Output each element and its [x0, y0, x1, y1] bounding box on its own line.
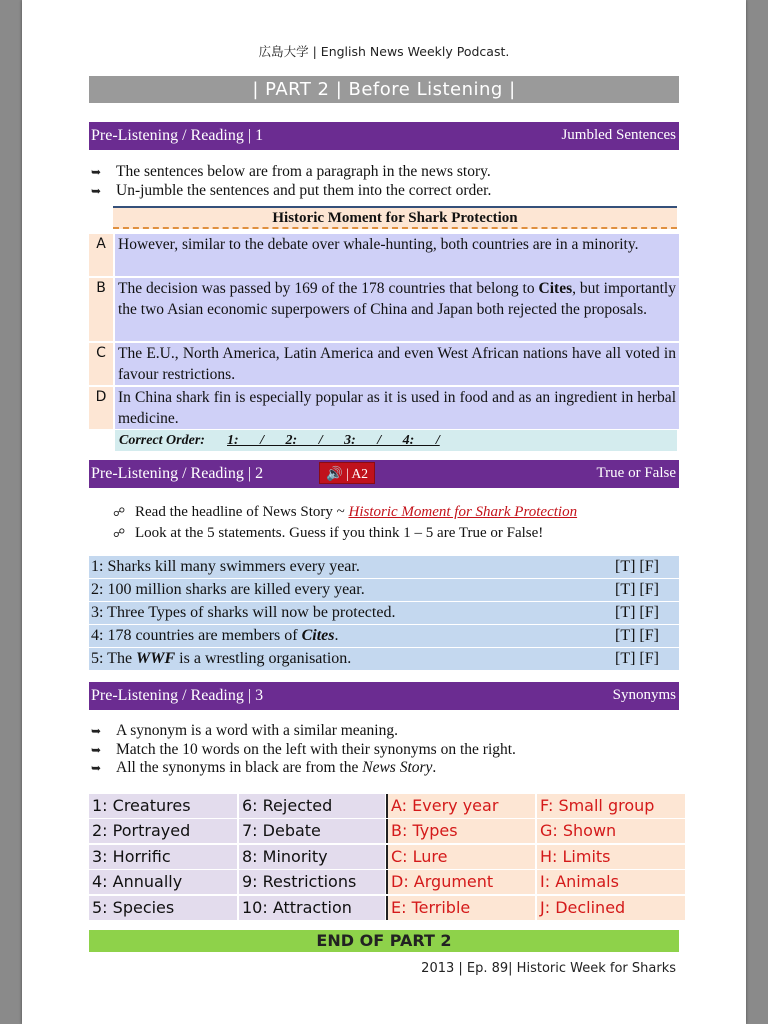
bullet: ➥ All the synonyms in black are from the News Story.: [91, 759, 437, 776]
synonym-row: [89, 896, 685, 920]
bullet: ☍ Look at the 5 statements. Guess if you think 1 – 5 are True or False!: [113, 523, 713, 544]
word-cell: 4: Annually: [89, 870, 237, 894]
word-cell: 2: Portrayed: [89, 819, 237, 843]
sentence-text: In China shark fin is especially popular as it is used in food and as an ingredient in herbal medicine.: [115, 387, 679, 429]
speaker-icon: 🔊: [325, 466, 343, 481]
sentence-text: However, similar to the debate over whale-hunting, both countries are in a minority.: [115, 234, 679, 276]
end-of-part-banner: END OF PART 2: [89, 930, 679, 952]
word-cell: 6: Rejected: [239, 794, 385, 818]
bullet: ➥ A synonym is a word with a similar meaning.: [91, 722, 398, 739]
tf-statement-row: 2: 100 million sharks are killed every year. [T] [F]: [89, 579, 679, 601]
hand-pointer-icon: ➥: [91, 761, 102, 775]
bullet: ☍ Read the headline of News Story ~ Historic Moment for Shark Protection: [113, 502, 713, 523]
section-1-instructions: [89, 163, 689, 200]
synonym-cell: H: Limits: [537, 845, 685, 869]
correct-order-label: Correct Order:: [119, 433, 205, 448]
correct-order-row: [115, 430, 677, 451]
sentence-text: The E.U., North America, Latin America and even West African nations have all voted in favour restrictions.: [115, 343, 679, 385]
synonym-row: [89, 870, 685, 894]
headline-link[interactable]: Historic Moment for Shark Protection: [348, 504, 578, 520]
word-cell: 1: Creatures: [89, 794, 237, 818]
sentence-row-a: [89, 234, 679, 276]
link-icon: ☍: [113, 526, 126, 540]
sentence-row-c: [89, 343, 679, 385]
word-cell: 8: Minority: [239, 845, 385, 869]
synonym-cell: F: Small group: [537, 794, 685, 818]
tf-answer[interactable]: [T] [F]: [615, 627, 659, 644]
synonym-cell: I: Animals: [537, 870, 685, 894]
worksheet-page: [22, 0, 746, 1024]
sentence-row-d: [89, 387, 679, 429]
synonym-row: [89, 794, 685, 818]
section-3-instructions: [89, 722, 689, 778]
tf-answer[interactable]: [T] [F]: [615, 581, 659, 598]
bullet: ➥ Un-jumble the sentences and put them into the correct order.: [91, 181, 492, 199]
sentence-letter: B: [89, 278, 113, 341]
sentence-letter: C: [89, 343, 113, 385]
tf-answer[interactable]: [T] [F]: [615, 650, 659, 667]
audio-button[interactable]: 🔊 | A2: [319, 462, 375, 484]
section-2-instructions: [113, 502, 713, 544]
tf-statement-row: 3: Three Types of sharks will now be protected. [T] [F]: [89, 602, 679, 624]
hand-pointer-icon: ➥: [91, 165, 102, 179]
section-3-label: Pre-Listening / Reading | 3: [91, 687, 264, 704]
section-3-type: Synonyms: [612, 687, 676, 703]
part-banner: | PART 2 | Before Listening |: [89, 76, 679, 103]
section-1-type: Jumbled Sentences: [561, 127, 676, 143]
word-cell: 3: Horrific: [89, 845, 237, 869]
word-cell: 7: Debate: [239, 819, 385, 843]
synonym-cell: J: Declined: [537, 896, 685, 920]
section-2-type: True or False: [596, 465, 676, 481]
bullet: ➥ The sentences below are from a paragraph in the news story.: [91, 163, 491, 180]
sentence-letter: D: [89, 387, 113, 429]
word-cell: 5: Species: [89, 896, 237, 920]
correct-order-slots[interactable]: 1: / 2: / 3: / 4: /: [227, 433, 440, 448]
synonym-row: [89, 819, 685, 843]
synonym-row: [89, 845, 685, 869]
synonym-cell: B: Types: [386, 819, 535, 843]
section-2-label: Pre-Listening / Reading | 2: [91, 465, 264, 482]
hand-pointer-icon: ➥: [91, 742, 102, 757]
tf-answer[interactable]: [T] [F]: [615, 558, 659, 575]
synonym-cell: C: Lure: [386, 845, 535, 869]
hand-pointer-icon: ➥: [91, 724, 102, 738]
sentence-row-b: [89, 278, 679, 341]
word-cell: 10: Attraction: [239, 896, 385, 920]
bullet: ➥ Match the 10 words on the left with their synonyms on the right.: [91, 740, 516, 758]
section-1-label: Pre-Listening / Reading | 1: [91, 127, 264, 144]
section-3-bar: [89, 682, 679, 710]
sentence-letter: A: [89, 234, 113, 276]
hand-pointer-icon: ➥: [91, 183, 102, 198]
page-footer: 2013 | Ep. 89| Historic Week for Sharks: [421, 961, 676, 976]
tf-statement-row: 4: 178 countries are members of Cites. [T] [F]: [89, 625, 679, 647]
sentence-text: The decision was passed by 169 of the 178 countries that belong to Cites, but importantly the two Asian economic superpowers of China and Japan both rejected the proposals.: [115, 278, 679, 341]
section-2-bar: [89, 460, 679, 488]
word-cell: 9: Restrictions: [239, 870, 385, 894]
synonym-cell: E: Terrible: [386, 896, 535, 920]
synonym-cell: A: Every year: [386, 794, 535, 818]
tf-statement-row: 5: The WWF is a wrestling organisation. [T] [F]: [89, 648, 679, 670]
page-header: 広島大学 | English News Weekly Podcast.: [258, 44, 510, 59]
jumbled-table-title: Historic Moment for Shark Protection: [113, 206, 677, 229]
tf-answer[interactable]: [T] [F]: [615, 604, 659, 621]
synonym-cell: G: Shown: [537, 819, 685, 843]
synonym-cell: D: Argument: [386, 870, 535, 894]
link-icon: ☍: [113, 505, 126, 519]
section-1-bar: [89, 122, 679, 150]
tf-statement-row: 1: Sharks kill many swimmers every year. [T] [F]: [89, 556, 679, 578]
